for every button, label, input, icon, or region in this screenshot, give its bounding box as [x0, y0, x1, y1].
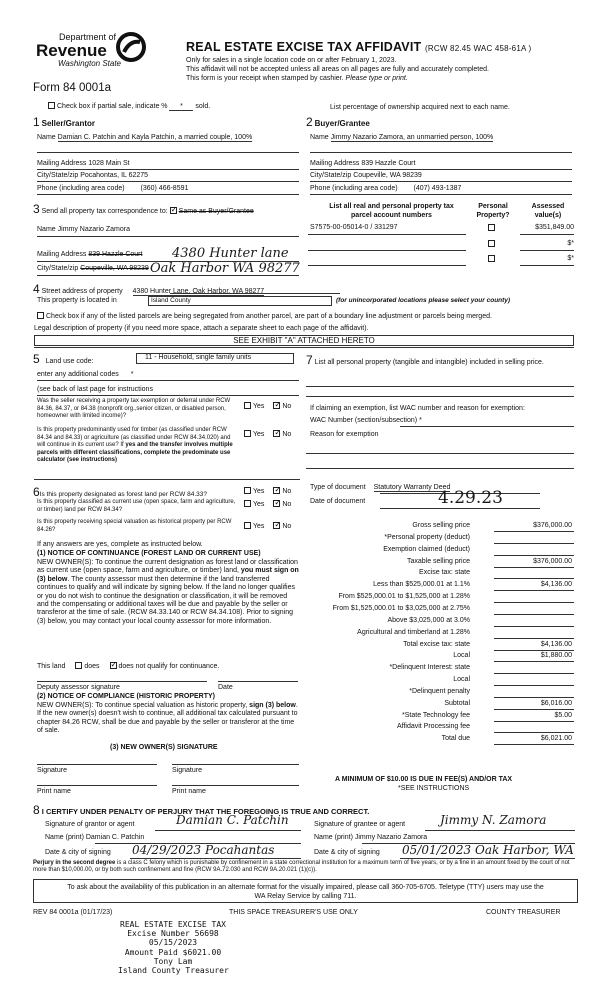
forest-answer: Yes ✓ No	[244, 487, 291, 495]
partial-sale: Check box if partial sale, indicate % * sold.	[48, 102, 210, 111]
new-owner-signature-2[interactable]: Signature	[172, 767, 202, 774]
buyer-heading: 2 Buyer/Grantee	[306, 115, 370, 129]
grantor-signature-label: Signature of grantor or agent	[45, 821, 135, 828]
see-instructions-note: *SEE INSTRUCTIONS	[398, 785, 470, 792]
historic-answer: Yes ✓ No	[244, 522, 291, 530]
continuance-row: This land does ✓ does not qualify for continuance.	[37, 662, 219, 670]
seller-name-row: Name Damian C. Patchin and Kayla Patchin, a married couple, 100%	[37, 134, 253, 141]
tax-corr-mailing-row: Mailing Address 839 Hazzle Court	[37, 251, 143, 258]
exemption-question: Was the seller receiving a property tax exemption or deferral under RCW 84.36, 84.37, or 84.38 (nonprofit org.,senior citizen, or disabled person, homeowner with limited income)?	[37, 398, 231, 419]
street-heading: 4 Street address of property 4380 Hunter Lane, Oak Harbor, WA 98277	[33, 282, 265, 296]
calc-value[interactable]: $6,016.00	[540, 700, 572, 707]
stamp-line: Island County Treasurer	[118, 966, 229, 976]
grantee-print-row: Name (print) Jimmy Nazario Zamora	[314, 834, 428, 841]
street-address[interactable]: 4380 Hunter Lane, Oak Harbor, WA 98277	[132, 288, 265, 295]
personal-property-checkbox-wrap	[488, 240, 497, 248]
buyer-mailing[interactable]: 839 Hazzle Court	[361, 160, 416, 167]
alternate-format-notice: To ask about the availability of this publication in an alternate format for the visually impaired, please call 360-705-6705. Teletype (TTY) users may use the WA Relay Service by calling 711.	[33, 879, 578, 903]
calc-label: From $525,000.01 to $1,525,000 at 1.28%	[338, 593, 470, 600]
deputy-signature-label: Deputy assessor signature	[37, 684, 120, 691]
grantor-date-city[interactable]: 04/29/2023 Pocahantas	[132, 843, 275, 857]
revision-number: REV 84 0001a (01/17/23)	[33, 909, 113, 916]
segregated-checkbox[interactable]	[37, 312, 44, 319]
wac-input[interactable]: *	[419, 417, 422, 424]
notice-compliance-heading: (2) NOTICE OF COMPLIANCE (HISTORIC PROPERTY)	[37, 693, 215, 700]
form-title: REAL ESTATE EXCISE TAX AFFIDAVIT (RCW 82.45 WAC 458-61A )	[186, 40, 532, 54]
grantor-date-label: Date & city of signing	[45, 849, 111, 856]
calc-label: Taxable selling price	[406, 558, 470, 565]
treasurer-stamp	[118, 920, 228, 975]
buyer-phone-row: Phone (including area code) (407) 493-1387	[310, 185, 462, 192]
deputy-date-label: Date	[218, 684, 233, 691]
tax-corr-city-row: City/State/zip Coupeville, WA 98239	[37, 265, 149, 272]
personal-property-checkbox-wrap	[488, 224, 497, 232]
buyer-name-row: Name Jimmy Nazario Zamora, an unmarried person, 100%	[310, 134, 494, 141]
seller-name[interactable]: Damian C. Patchin and Kayla Patchin, a married couple, 100%	[57, 134, 253, 141]
calc-value[interactable]: $376,000.00	[533, 522, 572, 529]
grantee-signature[interactable]: Jimmy N. Zamora	[440, 813, 547, 827]
calc-label: *Delinquent Interest: state	[389, 664, 470, 671]
current-use-question: Is this property classified as current use (open space, farm and agriculture, or timber) land per RCW 84.34?	[37, 499, 236, 513]
calc-label: Subtotal	[444, 700, 470, 707]
calc-value[interactable]: $376,000.00	[533, 558, 572, 565]
additional-codes-row: enter any additional codes *	[37, 371, 134, 378]
doc-type-row: Type of document Statutory Warranty Deed	[310, 484, 451, 491]
buyer-city[interactable]: Coupeville, WA 98239	[353, 172, 422, 179]
buyer-city-row: City/State/zip Coupeville, WA 98239	[310, 172, 422, 179]
wac-row: WAC Number (section/subsection) *	[310, 417, 422, 424]
historic-no-checkbox[interactable]	[273, 522, 280, 529]
timber-yes-checkbox[interactable]	[244, 430, 251, 437]
current-use-no-checkbox[interactable]	[273, 500, 280, 507]
stamp-line: Tony Lam	[153, 956, 193, 966]
calc-label: Affidavit Processing fee	[396, 723, 470, 730]
personal-property-checkbox-wrap	[488, 255, 497, 263]
personal-property-checkbox[interactable]	[488, 255, 495, 262]
new-owner-print-1[interactable]: Print name	[37, 788, 71, 795]
if-yes-note: If any answers are yes, complete as instructed below.	[37, 541, 203, 548]
calc-label: Exemption claimed (deduct)	[383, 546, 470, 553]
grantee-signature-label: Signature of grantee or agent	[314, 821, 406, 828]
seller-mailing-row: Mailing Address 1028 Main St	[37, 160, 130, 167]
county-treasurer-label: COUNTY TREASURER	[486, 909, 561, 916]
calc-label: Gross selling price	[412, 522, 470, 529]
exemption-answer: Yes ✓ No	[244, 402, 291, 410]
doc-type-input[interactable]: Statutory Warranty Deed	[373, 484, 451, 491]
seller-city-row: City/State/zip Pocahontas, IL 62275	[37, 172, 149, 179]
form-number: Form 84 0001a	[33, 82, 111, 94]
land-use-heading: 5 Land use code:	[33, 352, 94, 366]
unincorporated-note: (for unincorporated locations please select your county)	[336, 297, 511, 304]
seller-city[interactable]: Pocahontas, IL 62275	[80, 172, 149, 179]
dor-swirl-icon	[116, 32, 146, 62]
calc-label: Local	[453, 676, 470, 683]
does-qualify-checkbox[interactable]	[75, 662, 82, 669]
personal-property-checkbox[interactable]	[488, 224, 495, 231]
legal-desc-label: Legal description of property (if you need more space, attach a separate sheet to each page of the affidavit).	[34, 325, 369, 332]
located-in-row: This property is located in	[37, 297, 117, 304]
exemption-no-checkbox[interactable]	[273, 402, 280, 409]
tax-corr-city-handwritten[interactable]: Oak Harbor WA 98277	[150, 261, 300, 276]
new-owner-signature-1[interactable]: Signature	[37, 767, 67, 774]
buyer-phone[interactable]: (407) 493-1387	[413, 185, 462, 192]
parcel-number[interactable]: S7575-00-05014-0 / 331297	[310, 224, 398, 231]
calc-value[interactable]: $4,136.00	[540, 581, 572, 588]
grantee-date-city[interactable]: 05/01/2023 Oak Harbor, WA	[402, 843, 574, 857]
perjury-notice: Perjury in the second degree is a class C felony which is punishable by confinement in a state correctional institution for a maximum term of five years, or by a fine in an amount fixed by the court of not more than $10,000.00, or by both such confinement and fine (RCW 9A.72.030 and RCW 9A.20.021 (1)(c)).	[33, 860, 570, 873]
calc-label: Agricultural and timberland at 1.28%	[357, 629, 470, 636]
calc-value[interactable]: $1,880.00	[540, 652, 572, 659]
see-back-note: (see back of last page for instructions	[37, 386, 153, 393]
grantor-signature[interactable]: Damian C. Patchin	[176, 813, 289, 827]
new-owner-print-2[interactable]: Print name	[172, 788, 206, 795]
forest-yes-checkbox[interactable]	[244, 487, 251, 494]
exemption-claim-label: If claiming an exemption, list WAC number and reason for exemption:	[310, 405, 525, 412]
grantee-date-label: Date & city of signing	[314, 849, 380, 856]
stamp-line: Excise Number 56698	[127, 929, 219, 939]
seller-phone[interactable]: (360) 466-8591	[140, 185, 189, 192]
new-owner-signature-heading: (3) NEW OWNER(S) SIGNATURE	[110, 744, 218, 751]
historic-question: Is this property receiving special valuation as historical property per RCW 84.26?	[37, 519, 232, 533]
calc-value[interactable]: $5.00	[554, 712, 572, 719]
tax-corr-name[interactable]: Jimmy Nazario Zamora	[57, 226, 130, 233]
grantor-print-name[interactable]: Damian C. Patchin	[85, 834, 145, 841]
calc-label: Less than $525,000.01 at 1.1%	[373, 581, 470, 588]
assessed-value-heading: Assessed value(s)	[531, 203, 565, 219]
parcel-heading: List all real and personal property tax parcel account numbers	[329, 203, 454, 219]
does-not-qualify-checkbox[interactable]	[110, 662, 117, 669]
treasurer-use-note: THIS SPACE TREASURER'S USE ONLY	[229, 909, 358, 916]
grantor-print-row: Name (print) Damian C. Patchin	[45, 834, 145, 841]
land-use-code-select[interactable]: 11 - Household, single family units	[136, 353, 294, 364]
calc-value[interactable]: $4,136.00	[540, 641, 572, 648]
calc-label: Total excise tax: state	[403, 641, 470, 648]
forest-question: 6Is this property designated as forest land per RCW 84.33?	[33, 485, 207, 499]
notice-continuance-heading: (1) NOTICE OF CONTINUANCE (FOREST LAND OR CURRENT USE)	[37, 550, 261, 557]
calc-label: *Personal property (deduct)	[384, 534, 470, 541]
segregated-row: Check box if any of the listed parcels are being segregated from another parcel, are part of a boundary line adjustment or parcels being merged.	[37, 312, 492, 320]
current-use-yes-checkbox[interactable]	[244, 500, 251, 507]
reason-label: Reason for exemption	[310, 431, 379, 438]
legal-description[interactable]: SEE EXHIBIT "A" ATTACHED HERETO	[34, 335, 574, 346]
notice-compliance-text: NEW OWNER(S): To continue special valuation as historic property, sign (3) below. If the new owner(s) doesn't wish to continue, all additional tax calculated pursuant to chapter 84.26 RCW, shall be due and payable by the seller or transferor at the time of sale.	[37, 702, 298, 735]
buyer-mailing-row: Mailing Address 839 Hazzle Court	[310, 160, 416, 167]
stamp-line: REAL ESTATE EXCISE TAX	[120, 920, 226, 929]
calc-label: Above $3,025,000 at 3.0%	[387, 617, 470, 624]
calc-label: Total due	[441, 735, 470, 742]
timber-answer: Yes ✓ No	[244, 430, 291, 438]
personal-property-heading: Personal Property?	[476, 203, 510, 219]
county-select[interactable]: Island County	[148, 296, 332, 306]
additional-codes-input[interactable]: *	[130, 371, 134, 378]
historic-yes-checkbox[interactable]	[244, 522, 251, 529]
certify-heading: 8 I CERTIFY UNDER PENALTY OF PERJURY THAT THE FOREGOING IS TRUE AND CORRECT.	[33, 803, 370, 817]
minimum-due-note: A MINIMUM OF $10.00 IS DUE IN FEE(S) AND/OR TAX	[335, 776, 513, 783]
assessed-value[interactable]: $*	[567, 240, 574, 247]
calc-label: Excise tax: state	[419, 569, 470, 576]
same-as-buyer-checkbox[interactable]	[170, 207, 177, 214]
personal-property-checkbox[interactable]	[488, 240, 495, 247]
grantee-print-name[interactable]: Jimmy Nazario Zamora	[354, 834, 428, 841]
tax-corr-name-row: Name Jimmy Nazario Zamora	[37, 226, 130, 233]
forest-no-checkbox[interactable]	[273, 487, 280, 494]
calc-label: Local	[453, 652, 470, 659]
ownership-note: List percentage of ownership acquired next to each name.	[330, 104, 510, 111]
current-use-answer: Yes ✓ No	[244, 500, 291, 508]
partial-sale-checkbox[interactable]	[48, 102, 55, 109]
stamp-line: Amount Paid $6021.00	[124, 947, 222, 957]
calc-label: From $1,525,000.01 to $3,025,000 at 2.75%	[332, 605, 470, 612]
assessed-value[interactable]: $*	[567, 255, 574, 262]
tax-corr-heading: 3 Send all property tax correspondence to: ✓ Same as Buyer/Grantee	[33, 202, 254, 216]
stamp-line: 05/15/2023	[148, 938, 198, 948]
seller-phone-row: Phone (including area code) (360) 466-8591	[37, 185, 189, 192]
timber-question: Is this property predominantly used for timber (as classified under RCW 84.34 and 84.33) or agriculture (as classified under RCW 84.34.020) and will continue in its current use? If yes and the transfer involves multiple parcels with different classifications, complete the predominate use calculator (see instructions)	[37, 427, 233, 463]
header-notes: Only for sales in a single location code on or after February 1, 2023. This affidavit will not be accepted unless all areas on all pages are fully and accurately completed. This form is your receipt when stamped by cashier. Please type or print.	[186, 57, 489, 82]
tax-corr-mailing-handwritten[interactable]: 4380 Hunter lane	[172, 246, 289, 261]
calc-value[interactable]: $6,021.00	[540, 735, 572, 742]
doc-date-label: Date of document	[310, 498, 366, 505]
dor-logo: Department of Revenue Washington State	[36, 32, 122, 68]
seller-heading: 1 Seller/Grantor	[33, 115, 95, 129]
personal-property-heading-7: 7 List all personal property (tangible and intangible) included in selling price.	[306, 353, 544, 367]
timber-no-checkbox[interactable]	[273, 430, 280, 437]
exemption-yes-checkbox[interactable]	[244, 402, 251, 409]
calc-label: *State Technology fee	[402, 712, 470, 719]
assessed-value[interactable]: $351,849.00	[535, 224, 574, 231]
buyer-name[interactable]: Jimmy Nazario Zamora, an unmarried person, 100%	[330, 134, 494, 141]
notice-continuance-text: NEW OWNER(S): To continue the current designation as forest land or classification as current use (open space, farm and agriculture, or timber) land, you must sign on (3) below. The county assessor must then determine if the land transferred continues to qualify and will indicate by signing below. If the land no longer qualifies or you do not wish to continue the designation or classification, it will be removed and the compensating or additional taxes will be due and payable by the seller or transferor at the time of sale. (RCW 84.33.140 or RCW 84.34.108). Prior to signing (3) below, you may contact your local county assessor for more information.	[37, 559, 299, 625]
calc-label: *Delinquent penalty	[409, 688, 470, 695]
seller-mailing[interactable]: 1028 Main St	[88, 160, 130, 167]
doc-date-handwritten[interactable]: 4.29.23	[438, 488, 503, 508]
